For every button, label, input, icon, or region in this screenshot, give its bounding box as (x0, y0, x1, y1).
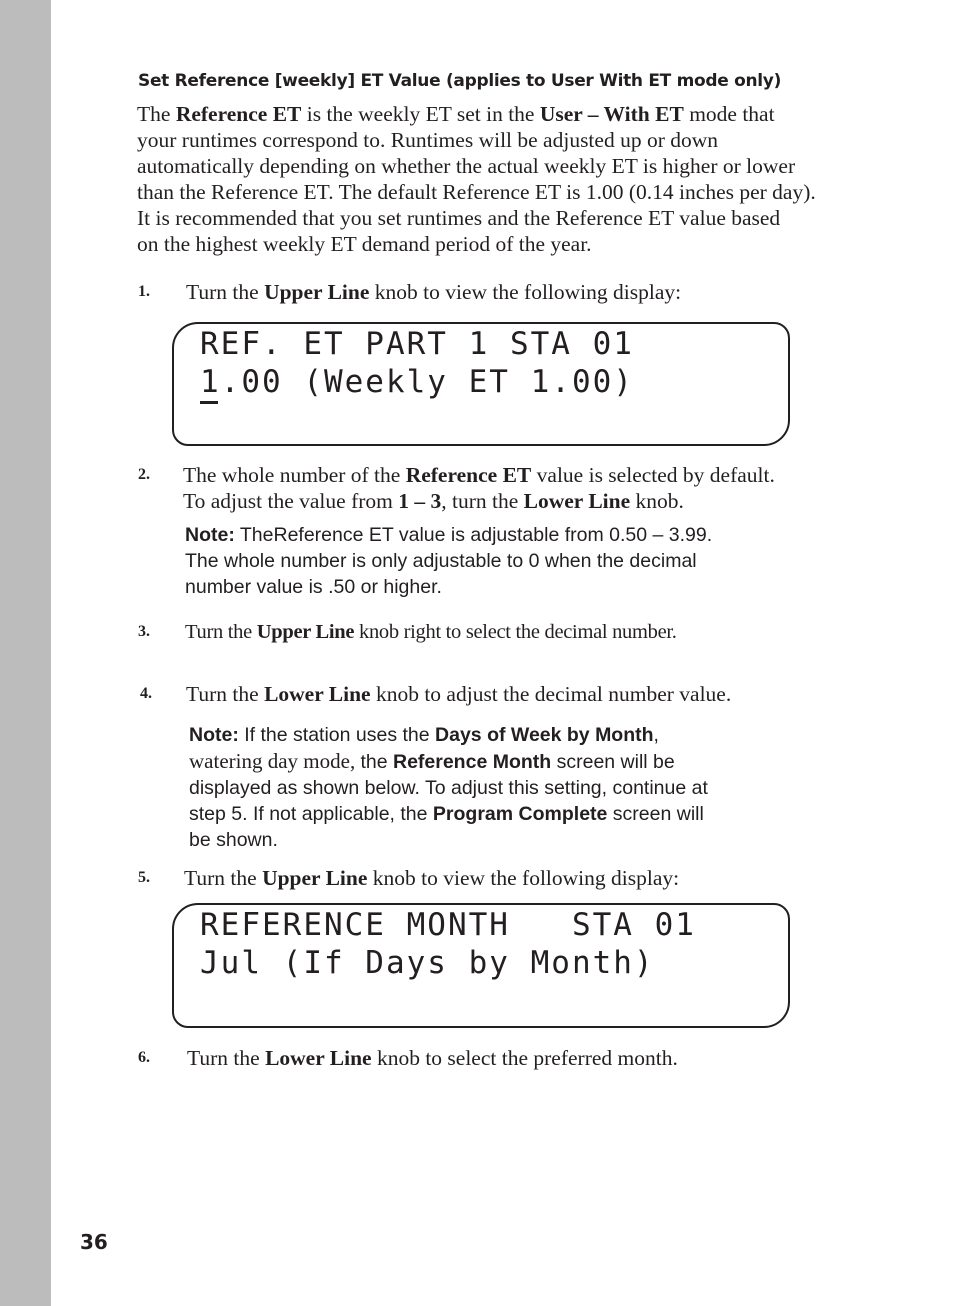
step-term: Lower Line (265, 1046, 372, 1070)
intro-term-user-with-et: User – With ET (539, 102, 684, 126)
step-text-part: Turn the (185, 621, 257, 643)
step-4-number: 4. (140, 685, 152, 702)
step-text-part: To adjust the value from (183, 489, 399, 513)
intro-term-reference-et: Reference ET (175, 102, 302, 126)
intro-line-5: It is recommended that you set runtimes and the Reference ET value based (137, 206, 781, 230)
step-6-number: 6. (138, 1049, 150, 1066)
note-text: The whole number is only adjustable to 0 when the decimal (185, 550, 697, 572)
intro-text: The (137, 102, 176, 126)
section-heading: Set Reference [weekly] ET Value (applies to User With ET mode only) (138, 71, 782, 91)
note-term: Reference Month (392, 751, 552, 773)
note-text: step 5. If not applicable, the (189, 803, 433, 825)
note-label: Note: (185, 524, 235, 546)
step-text-part: knob to view the following display: (369, 280, 682, 304)
step-3-text (185, 619, 677, 645)
note-term: Days of Week by Month (435, 724, 654, 746)
step-2-text (183, 462, 775, 514)
step-text-part: knob to select the preferred month. (371, 1046, 678, 1070)
note-text: the (360, 751, 393, 773)
note-label: Note: (189, 724, 239, 746)
step-term: Reference ET (405, 463, 532, 487)
step-text-part: Turn the (186, 682, 265, 706)
step-1-number: 1. (138, 283, 150, 300)
intro-line-3: automatically depending on whether the actual weekly ET is higher or lower (137, 154, 796, 178)
page-side-bar (0, 0, 51, 1306)
step-1-text (186, 279, 681, 305)
step-text-part: knob. (630, 489, 684, 513)
step-text-part: , turn the (441, 489, 524, 513)
intro-line-6: on the highest weekly ET demand period of the year. (137, 232, 592, 256)
step-text-part: Turn the (184, 866, 263, 890)
note-text: number value is .50 or higher. (185, 576, 442, 598)
lcd-display-reference-month (172, 903, 790, 1028)
step-5-number: 5. (138, 869, 150, 886)
lcd-line-1: REFERENCE MONTH STA 01 (200, 907, 696, 943)
step-text-part: value is selected by default. (531, 463, 775, 487)
step-6-text (187, 1045, 678, 1071)
note-text: watering day mode, (189, 749, 361, 773)
lcd-line-1: REF. ET PART 1 STA 01 (200, 326, 634, 362)
note-text: screen will (607, 803, 704, 825)
note-text: , (653, 724, 659, 746)
note-text: displayed as shown below. To adjust this setting, continue at (189, 777, 708, 799)
step-5-text (184, 865, 679, 891)
lcd-line-2: Jul (If Days by Month) (200, 945, 655, 981)
note-reference-et-range (185, 522, 712, 600)
step-term: 1 – 3 (398, 489, 442, 513)
step-term: Lower Line (264, 682, 371, 706)
note-term: Program Complete (432, 803, 608, 825)
note-text: screen will be (551, 751, 675, 773)
intro-paragraph (137, 101, 877, 257)
step-text-part: Turn the (186, 280, 265, 304)
step-term: Upper Line (262, 866, 368, 890)
note-text: TheReference ET value is adjustable from 0.50 – 3.99. (234, 524, 713, 546)
step-text-part: knob right to select the decimal number. (354, 621, 677, 643)
step-term: Lower Line (523, 489, 631, 513)
step-text-part: The whole number of the (183, 463, 406, 487)
note-text: be shown. (189, 829, 278, 851)
step-text-part: knob to adjust the decimal number value. (370, 682, 732, 706)
intro-line-2: your runtimes correspond to. Runtimes will be adjusted up or down (137, 128, 719, 152)
step-2-number: 2. (138, 466, 150, 483)
lcd-cursor-underline (200, 401, 218, 404)
lcd-display-reference-et (172, 322, 790, 446)
intro-line-4: than the Reference ET. The default Reference ET is 1.00 (0.14 inches per day). (137, 180, 816, 204)
page-number: 36 (80, 1230, 108, 1254)
step-text-part: knob to view the following display: (367, 866, 680, 890)
note-text: If the station uses the (238, 724, 436, 746)
lcd-line-2: 1.00 (Weekly ET 1.00) (200, 364, 634, 400)
step-term: Upper Line (256, 621, 355, 643)
intro-text: is the weekly ET set in the (301, 102, 540, 126)
step-term: Upper Line (264, 280, 370, 304)
step-4-text (186, 681, 731, 707)
note-reference-month (189, 722, 708, 853)
intro-line-1 (137, 101, 877, 127)
step-text-part: Turn the (187, 1046, 266, 1070)
intro-text: mode that (683, 102, 775, 126)
step-3-number: 3. (138, 623, 150, 640)
